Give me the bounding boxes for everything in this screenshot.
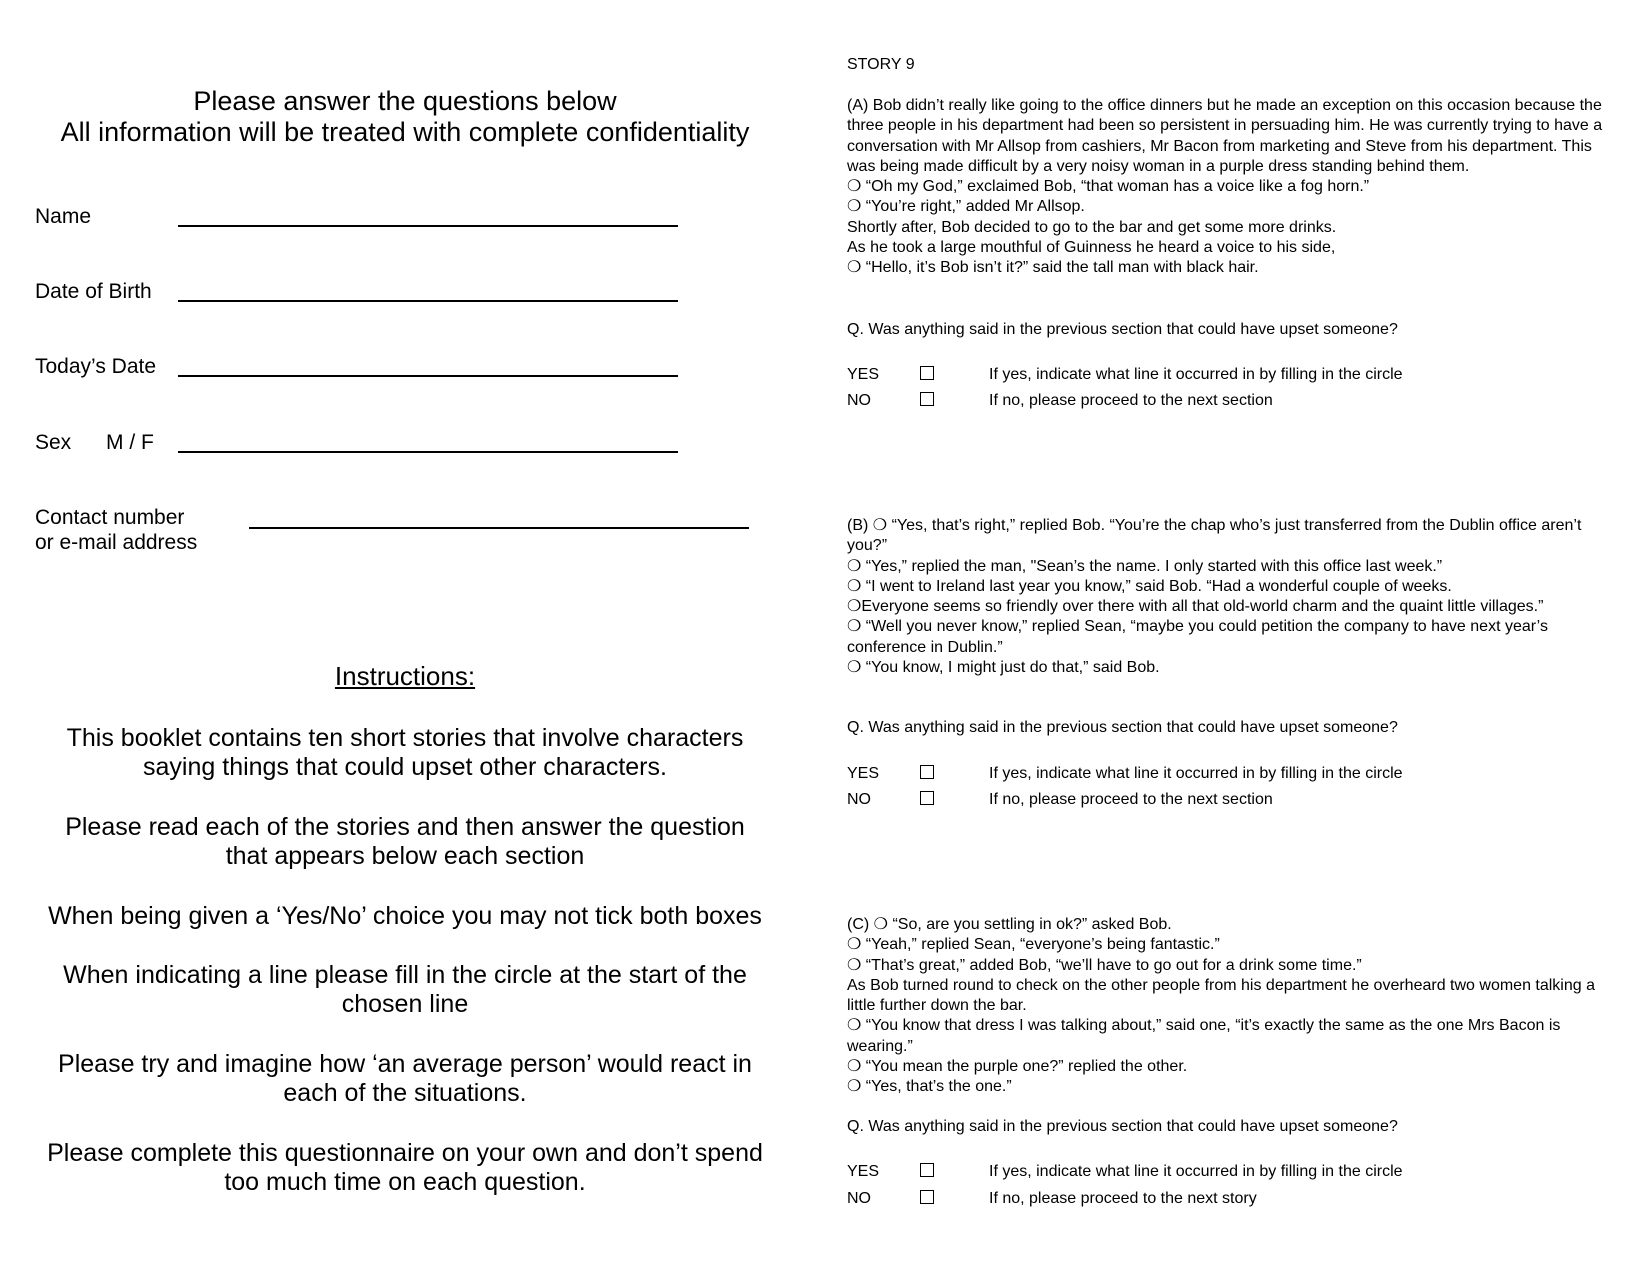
story-line: ❍ “Yes, that’s the one.” (847, 1078, 1012, 1096)
instruction-line: When being given a ‘Yes/No’ choice you may not tick both boxes (48, 902, 762, 930)
story-line: ❍ “You’re right,” added Mr Allsop. (847, 198, 1085, 216)
story-line: ❍ “That’s great,” added Bob, “we’ll have to go out for a drink some time.” (847, 956, 1362, 974)
contact-field[interactable] (249, 527, 749, 529)
instruction-paragraph (25, 902, 785, 931)
sex-label: Sex (35, 431, 72, 454)
instruction-line: Please try and imagine how ‘an average person’ would react in (58, 1050, 752, 1078)
dob-label: Date of Birth (35, 280, 152, 303)
instruction-paragraph (25, 1139, 785, 1197)
question-b: Q. Was anything said in the previous section that could have upset someone? (847, 719, 1398, 736)
no-checkbox-b[interactable] (920, 791, 934, 805)
form-heading (0, 86, 810, 148)
no-note-a: If no, please proceed to the next section (989, 392, 1273, 409)
story-line: ❍ “Yeah,” replied Sean, “everyone’s being fantastic.” (847, 936, 1220, 954)
no-note-c: If no, please proceed to the next story (989, 1190, 1257, 1207)
story-line: As he took a large mouthful of Guinness he heard a voice to his side, (847, 239, 1336, 257)
story-line: (C) ❍ “So, are you settling in ok?” asked Bob. (847, 916, 1172, 933)
story-line: Shortly after, Bob decided to go to the bar and get some more drinks. (847, 218, 1337, 236)
yes-note-c: If yes, indicate what line it occurred in by filling in the circle (989, 1163, 1403, 1180)
instruction-line: Please read each of the stories and then answer the question (65, 813, 745, 841)
instruction-line: Please complete this questionnaire on your own and don’t spend (47, 1139, 763, 1167)
instruction-line: chosen line (341, 990, 469, 1018)
name-label: Name (35, 205, 92, 228)
instructions-title: Instructions: (334, 661, 476, 691)
instruction-paragraph (25, 813, 785, 871)
yes-checkbox-b[interactable] (920, 765, 934, 779)
instruction-line: This booklet contains ten short stories that involve characters (66, 724, 744, 752)
sex-field[interactable] (178, 451, 678, 453)
today-date-label: Today’s Date (35, 355, 157, 378)
story-title: STORY 9 (847, 56, 915, 73)
yes-label-a: YES (847, 366, 880, 383)
contact-label-line-1: Contact number (35, 506, 185, 529)
no-checkbox-a[interactable] (920, 392, 934, 406)
instruction-paragraph (25, 961, 785, 1019)
story-section-c (847, 915, 1607, 1098)
sex-options: M / F (106, 431, 154, 454)
story-line: ❍ “Oh my God,” exclaimed Bob, “that woman has a voice like a fog horn.” (847, 178, 1370, 196)
heading-line-1: Please answer the questions below (193, 86, 617, 116)
story-line: ❍ “I went to Ireland last year you know,” said Bob. “Had a wonderful couple of weeks. (847, 577, 1452, 595)
story-line: ❍ “You know that dress I was talking about,” said one, “it’s exactly the same as the one Mrs Bacon is wearing.” (847, 1017, 1561, 1055)
story-line: ❍ “Hello, it’s Bob isn’t it?” said the tall man with black hair. (847, 259, 1259, 277)
instruction-line: too much time on each question. (224, 1168, 586, 1196)
story-line: ❍ “Yes,” replied the man, "Sean’s the name. I only started with this office last week.” (847, 557, 1443, 575)
today-date-field[interactable] (178, 375, 678, 377)
story-line: ❍Everyone seems so friendly over there with all that old-world charm and the quaint little villages.” (847, 598, 1544, 616)
name-field[interactable] (178, 225, 678, 227)
yes-note-a: If yes, indicate what line it occurred in by filling in the circle (989, 366, 1403, 383)
story-line: ❍ “You know, I might just do that,” said Bob. (847, 659, 1160, 677)
yes-checkbox-a[interactable] (920, 366, 934, 380)
instruction-line: each of the situations. (283, 1079, 527, 1107)
story-line: (B) ❍ “Yes, that’s right,” replied Bob. “You’re the chap who’s just transferred from the Dublin office aren’t you?” (847, 517, 1582, 555)
instruction-line: saying things that could upset other characters. (143, 753, 667, 781)
story-line: (A) Bob didn’t really like going to the office dinners but he made an exception on this occasion because the three people in his department had been so persistent in persuading him. He was currently trying to have a conversation with Mr Allsop from cashiers, Mr Bacon from marketing and Steve from his department. This was being made difficult by a very noisy woman in a purple dress standing behind them. (847, 97, 1603, 175)
contact-label-line-2: or e-mail address (35, 531, 198, 554)
dob-field[interactable] (178, 300, 678, 302)
instruction-paragraph (25, 1050, 785, 1108)
no-label-c: NO (847, 1190, 871, 1207)
story-line: ❍ “Well you never know,” replied Sean, “maybe you could petition the company to have next year’s conference in Dublin.” (847, 618, 1548, 656)
story-section-a (847, 96, 1607, 279)
yes-checkbox-c[interactable] (920, 1163, 934, 1177)
no-label-a: NO (847, 392, 871, 409)
story-line: As Bob turned round to check on the other people from his department he overheard two women talking a little further down the bar. (847, 976, 1595, 1015)
contact-label (35, 505, 197, 555)
instruction-line: When indicating a line please fill in the circle at the start of the (63, 961, 747, 989)
story-line: ❍ “You mean the purple one?” replied the other. (847, 1058, 1188, 1076)
heading-line-2: All information will be treated with complete confidentiality (60, 117, 750, 147)
yes-note-b: If yes, indicate what line it occurred in by filling in the circle (989, 765, 1403, 782)
question-a: Q. Was anything said in the previous section that could have upset someone? (847, 321, 1398, 338)
instruction-paragraph (25, 724, 785, 782)
no-checkbox-c[interactable] (920, 1190, 934, 1204)
yes-label-b: YES (847, 765, 880, 782)
no-label-b: NO (847, 791, 871, 808)
question-c: Q. Was anything said in the previous section that could have upset someone? (847, 1118, 1398, 1135)
no-note-b: If no, please proceed to the next section (989, 791, 1273, 808)
yes-label-c: YES (847, 1163, 880, 1180)
instruction-line: that appears below each section (225, 842, 585, 870)
story-section-b (847, 516, 1607, 678)
